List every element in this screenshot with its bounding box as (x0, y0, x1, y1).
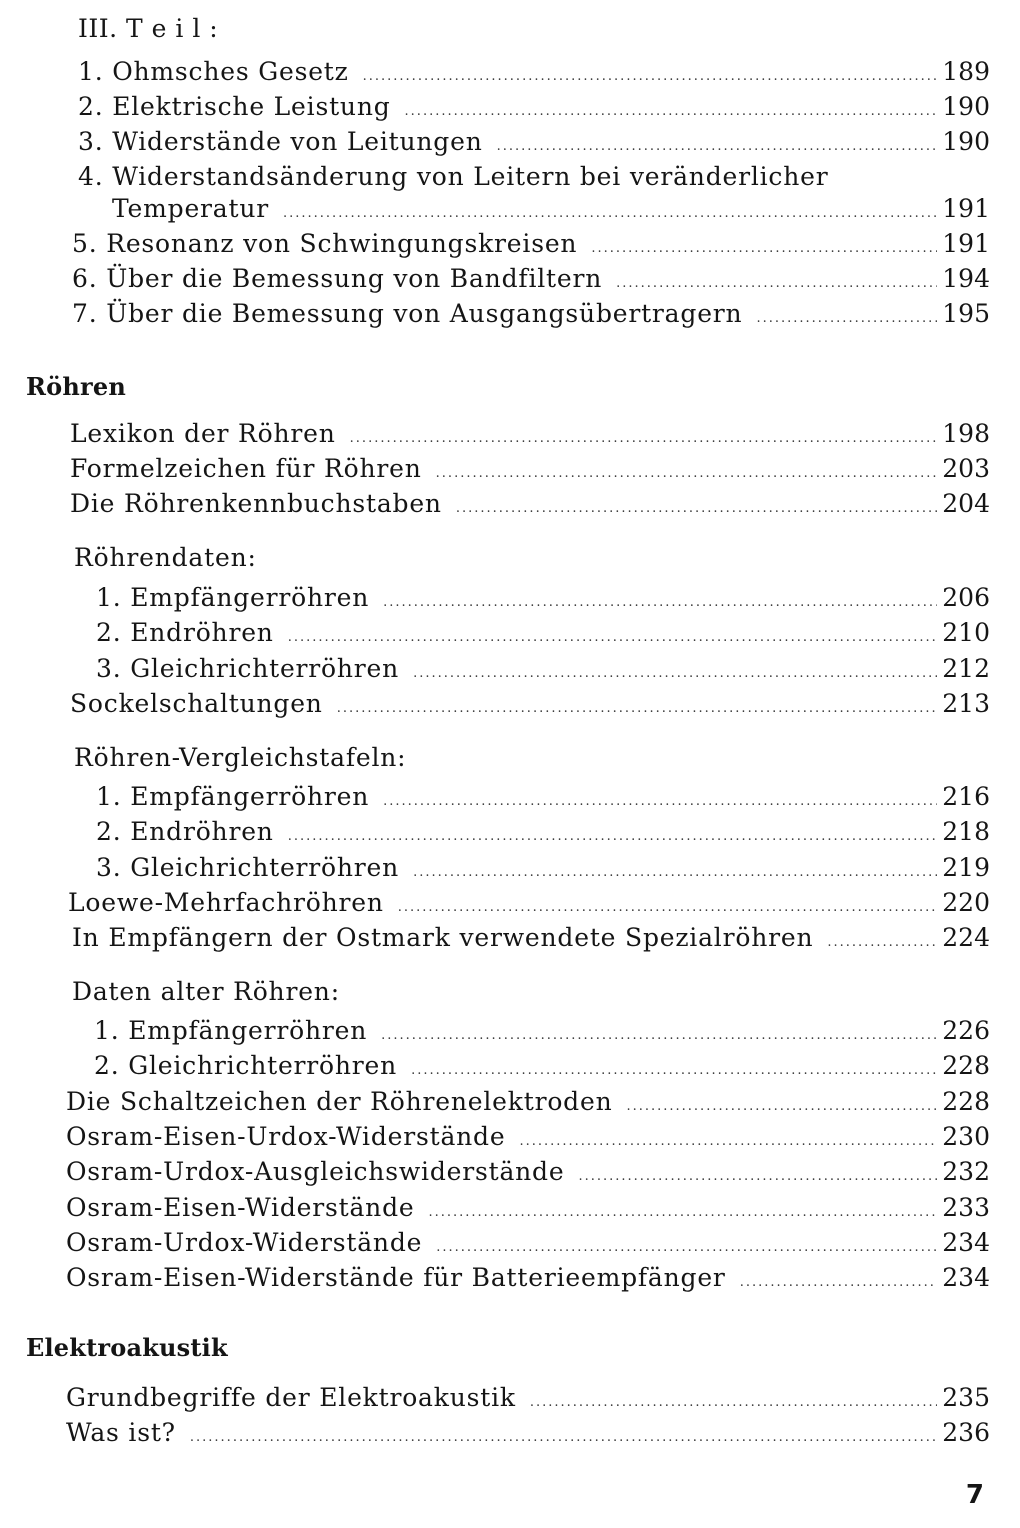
toc-entry: Osram-Urdox-Ausgleichswiderstände ..... 232 (66, 1156, 990, 1188)
toc-entry: 2. Endröhren ..... 218 (96, 816, 990, 848)
toc-entry: 1. Empfängerröhren ..... 226 (94, 1015, 990, 1047)
toc-entry: Osram-Eisen-Widerstände ..... 233 (66, 1192, 990, 1224)
toc-entry: 1. Ohmsches Gesetz ..... 189 (78, 56, 990, 88)
toc-entry: Osram-Eisen-Urdox-Widerstände ..... 230 (66, 1121, 990, 1153)
toc-entry: 1. Empfängerröhren ..... 206 (96, 582, 990, 614)
subheading-alte-roehren: Daten alter Röhren: (72, 977, 340, 1006)
toc-entry: Osram-Eisen-Widerstände für Batterieempfänger ..... 234 (66, 1262, 990, 1294)
toc-entry: Formelzeichen für Röhren ..... 203 (70, 453, 990, 485)
section-heading-roehren: Röhren (26, 372, 126, 401)
toc-entry: Temperatur ..... 191 (112, 193, 990, 225)
toc-entry-line1: 4. Widerstandsänderung von Leitern bei veränderlicher (78, 162, 829, 191)
part-heading: III. T e i l : (78, 14, 219, 43)
toc-entry: Was ist? ..... 236 (66, 1417, 990, 1449)
toc-entry: Die Schaltzeichen der Röhrenelektroden ..... 228 (66, 1086, 990, 1118)
toc-entry: 2. Endröhren ..... 210 (96, 617, 990, 649)
toc-entry: Grundbegriffe der Elektroakustik ..... 235 (66, 1382, 990, 1414)
toc-entry: Osram-Urdox-Widerstände ..... 234 (66, 1227, 990, 1259)
toc-entry: Sockelschaltungen ..... 213 (70, 688, 990, 720)
section-heading-elektroakustik: Elektroakustik (26, 1333, 228, 1362)
toc-entry: 2. Elektrische Leistung ..... 190 (78, 91, 990, 123)
toc-entry: 3. Gleichrichterröhren ..... 219 (96, 852, 990, 884)
page-number: 7 (965, 1480, 984, 1510)
subheading-vergleichstafeln: Röhren-Vergleichstafeln: (74, 743, 407, 772)
toc-entry: 7. Über die Bemessung von Ausgangsübertragern ..... 195 (72, 298, 990, 330)
toc-entry: 6. Über die Bemessung von Bandfiltern ..... 194 (72, 263, 990, 295)
toc-entry: Lexikon der Röhren ..... 198 (70, 418, 990, 450)
toc-entry: 1. Empfängerröhren ..... 216 (96, 781, 990, 813)
toc-entry: 2. Gleichrichterröhren ..... 228 (94, 1050, 990, 1082)
toc-entry: 3. Widerstände von Leitungen ..... 190 (78, 126, 990, 158)
toc-entry: Die Röhrenkennbuchstaben ..... 204 (70, 488, 990, 520)
toc-entry: Loewe-Mehrfachröhren ..... 220 (68, 887, 990, 919)
toc-entry: 5. Resonanz von Schwingungskreisen ..... 191 (72, 228, 990, 260)
toc-entry: 3. Gleichrichterröhren ..... 212 (96, 653, 990, 685)
subheading-roehrendaten: Röhrendaten: (74, 543, 257, 572)
toc-entry: In Empfängern der Ostmark verwendete Spezialröhren ..... 224 (72, 922, 990, 954)
